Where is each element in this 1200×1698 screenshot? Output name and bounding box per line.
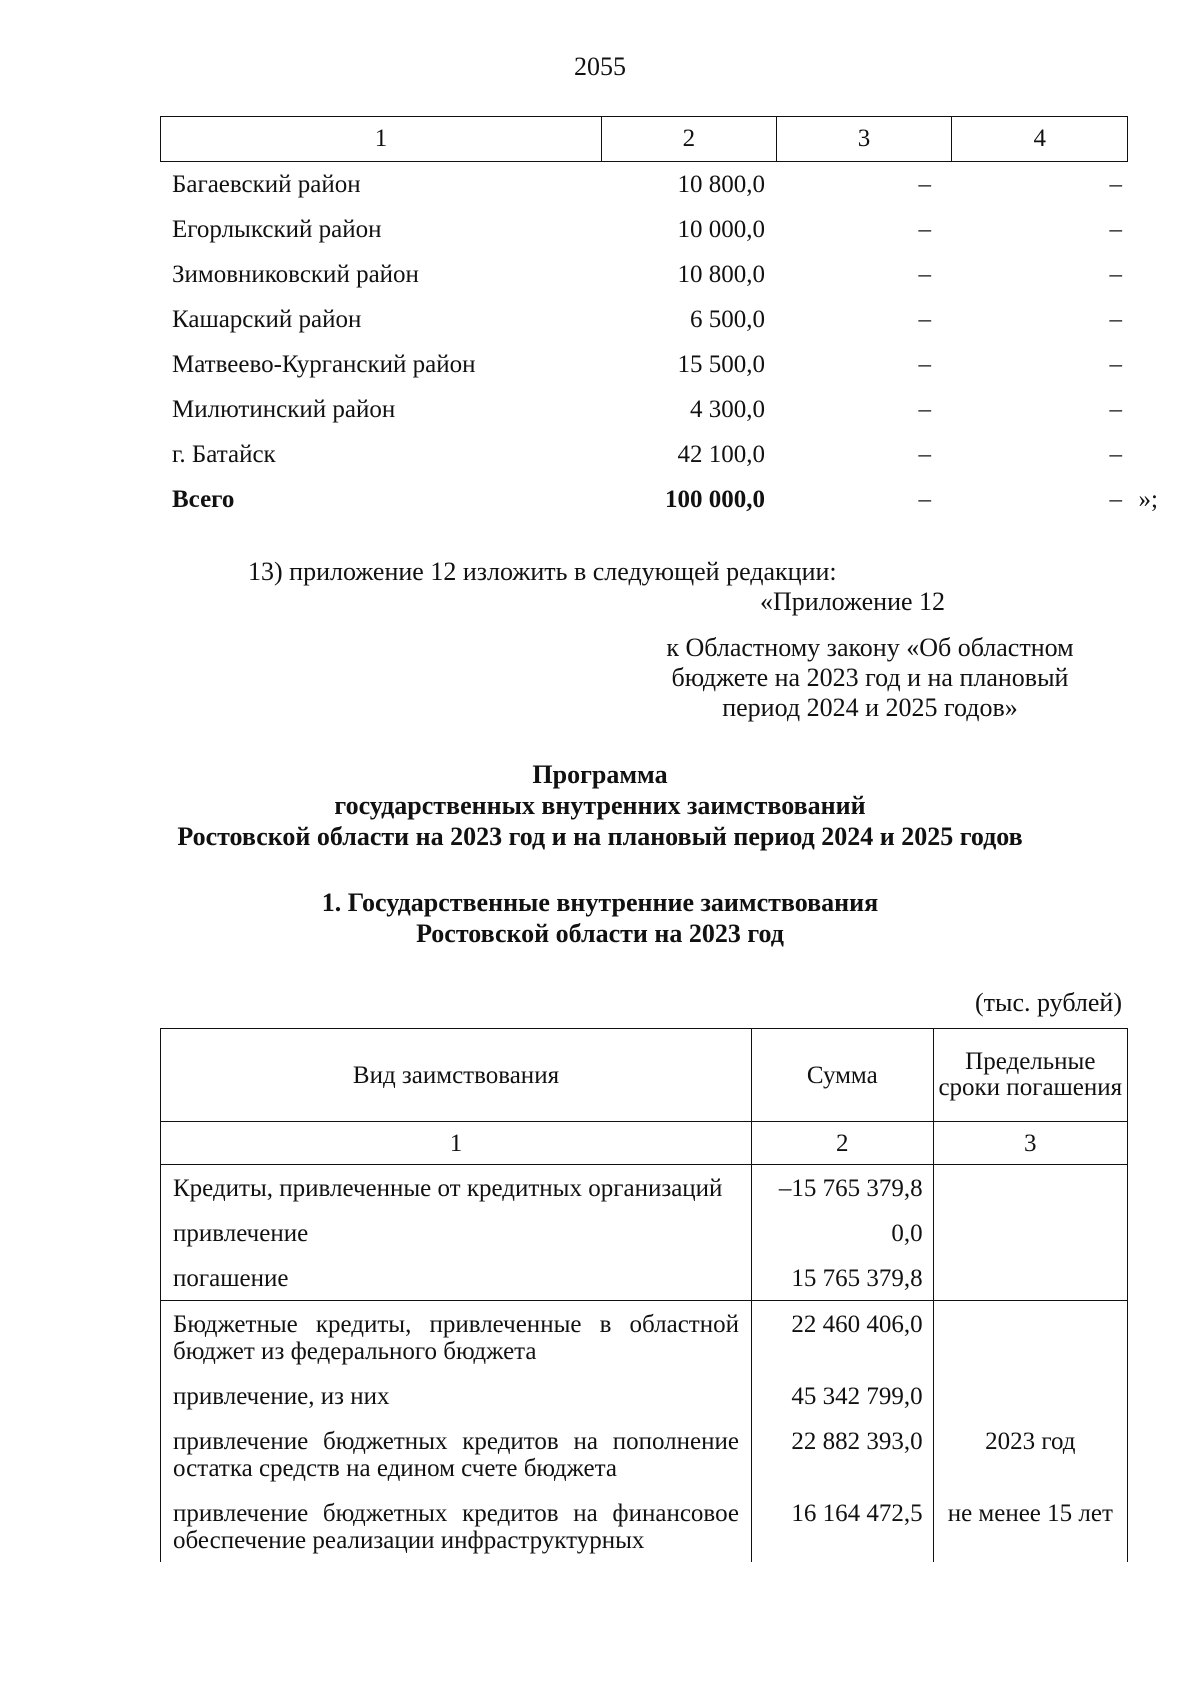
column-number-row	[161, 1122, 1128, 1165]
table-body	[160, 162, 1128, 477]
district-name: Егорлыкский район	[172, 215, 382, 243]
amount-value: 6 500,0	[690, 305, 765, 333]
program-heading: государственных внутренних заимствований	[334, 791, 866, 820]
allocation-table	[160, 116, 1158, 522]
table-row	[161, 1418, 1128, 1490]
table-row	[161, 1210, 1128, 1255]
appendix-ref-line: бюджете на 2023 год и на плановый	[671, 663, 1069, 692]
col-3-value: –	[918, 305, 931, 333]
district-name: Милютинский район	[172, 395, 396, 423]
district-name: Багаевский район	[172, 170, 361, 198]
borrowing-type: привлечение	[161, 1210, 752, 1255]
column-number: 2	[751, 1122, 933, 1165]
table-row	[160, 342, 1128, 387]
table-row	[160, 432, 1128, 477]
table-total-row	[160, 477, 1158, 522]
header-col-2: 2	[602, 117, 777, 161]
district-name: Матвеево-Курганский район	[172, 350, 476, 378]
page-number: 2055	[574, 52, 626, 81]
district-name: г. Батайск	[172, 440, 276, 468]
sum-value: –15 765 379,8	[751, 1165, 933, 1211]
column-number: 3	[933, 1122, 1127, 1165]
header-borrowing-type: Вид заимствования	[161, 1029, 752, 1122]
repayment-term: не менее 15 лет	[933, 1490, 1127, 1562]
header-repayment-term: Предельные сроки погашения	[933, 1029, 1127, 1122]
header-col-4: 4	[1033, 125, 1046, 152]
col-3-value: –	[918, 440, 931, 468]
col-4-value: –	[1109, 170, 1122, 198]
closing-quote: »;	[1138, 485, 1158, 513]
table-row	[161, 1490, 1128, 1562]
amendment-instruction: 13) приложение 12 изложить в следующей редакции:	[248, 557, 837, 586]
repayment-term	[933, 1373, 1127, 1418]
table-row	[160, 162, 1128, 207]
repayment-term	[933, 1210, 1127, 1255]
amount-value: 4 300,0	[690, 395, 765, 423]
total-col-4-value: –	[1109, 485, 1122, 513]
total-label: Всего	[172, 485, 235, 513]
program-heading: Программа	[532, 760, 668, 789]
sum-value: 22 882 393,0	[751, 1418, 933, 1490]
col-4-value: –	[1109, 395, 1122, 423]
table-row	[161, 1373, 1128, 1418]
table-row	[161, 1301, 1128, 1374]
appendix-ref-line: к Областному закону «Об областном	[666, 633, 1074, 662]
borrowing-type: Кредиты, привлеченные от кредитных организаций	[161, 1165, 752, 1211]
repayment-term	[933, 1301, 1127, 1374]
col-4-value: –	[1109, 260, 1122, 288]
col-3-value: –	[918, 350, 931, 378]
col-4-value: –	[1109, 305, 1122, 333]
table-row	[161, 1255, 1128, 1301]
borrowing-type: Бюджетные кредиты, привлеченные в областной бюджет из федерального бюджета	[161, 1301, 752, 1374]
district-name: Кашарский район	[172, 305, 362, 333]
borrowing-type: погашение	[161, 1255, 752, 1301]
col-4-value: –	[1109, 350, 1122, 378]
repayment-term: 2023 год	[933, 1418, 1127, 1490]
header-sum: Сумма	[751, 1029, 933, 1122]
amount-value: 10 000,0	[677, 215, 765, 243]
col-4-value: –	[1109, 440, 1122, 468]
header-col-1: 1	[161, 117, 602, 161]
total-col-4	[953, 485, 1158, 514]
section-heading: 1. Государственные внутренние заимствования	[321, 888, 879, 917]
borrowing-table	[160, 1028, 1128, 1562]
amount-value: 42 100,0	[677, 440, 765, 468]
sum-value: 16 164 472,5	[751, 1490, 933, 1562]
section-heading: Ростовской области на 2023 год	[416, 919, 784, 948]
col-4-value: –	[1109, 215, 1122, 243]
program-heading: Ростовской области на 2023 год и на плановый период 2024 и 2025 годов	[177, 822, 1023, 851]
table-header-row	[160, 116, 1128, 162]
appendix-title: «Приложение 12	[760, 587, 946, 616]
table-row	[161, 1165, 1128, 1211]
total-value: 100 000,0	[665, 485, 765, 513]
table-row	[160, 387, 1128, 432]
repayment-term	[933, 1165, 1127, 1211]
col-3-value: –	[918, 170, 931, 198]
column-number: 1	[161, 1122, 752, 1165]
repayment-term	[933, 1255, 1127, 1301]
district-name: Зимовниковский район	[172, 260, 419, 288]
header-col-3: 3	[777, 117, 953, 161]
sum-value: 22 460 406,0	[751, 1301, 933, 1374]
sum-value: 15 765 379,8	[751, 1255, 933, 1301]
total-col-3: –	[918, 485, 931, 513]
borrowing-type: привлечение бюджетных кредитов на пополнение остатка средств на едином счете бюджета	[161, 1418, 752, 1490]
table-header-row	[161, 1029, 1128, 1122]
appendix-reference	[640, 633, 1100, 723]
table-row	[160, 297, 1128, 342]
appendix-ref-line: период 2024 и 2025 годов»	[722, 693, 1018, 722]
table-row	[160, 252, 1128, 297]
borrowing-type: привлечение бюджетных кредитов на финансовое обеспечение реализации инфраструктурных	[161, 1490, 752, 1562]
col-3-value: –	[918, 260, 931, 288]
sum-value: 0,0	[751, 1210, 933, 1255]
amount-value: 10 800,0	[677, 260, 765, 288]
col-3-value: –	[918, 395, 931, 423]
amount-value: 15 500,0	[677, 350, 765, 378]
sum-value: 45 342 799,0	[751, 1373, 933, 1418]
units-note: (тыс. рублей)	[974, 988, 1122, 1017]
table-row	[160, 207, 1128, 252]
borrowing-type: привлечение, из них	[161, 1373, 752, 1418]
col-3-value: –	[918, 215, 931, 243]
amount-value: 10 800,0	[677, 170, 765, 198]
